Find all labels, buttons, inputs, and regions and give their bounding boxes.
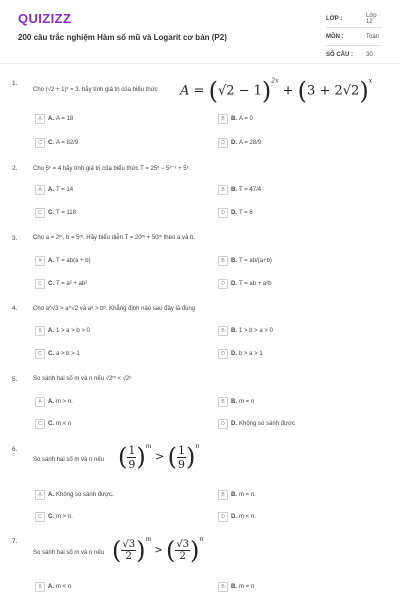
option-letter: B [218,256,228,266]
question-number: 3. [12,235,18,242]
option-label: A. [48,328,54,334]
option-label: D. [231,421,237,427]
option-text: A = 0 [239,116,253,122]
option-letter: D [218,349,228,359]
option-text: T = ab + a²b [239,281,272,287]
option-letter: D [218,138,228,148]
option-text: T = 6 [239,210,253,216]
option-label: D. [231,514,237,520]
option-b[interactable] [218,114,253,124]
meta-value: Toán [366,33,380,40]
option-text: Không so sánh được [239,421,295,427]
question-number: 7. [12,538,18,545]
meta-key: SỐ CÂU : [326,51,353,58]
meta-row-count [326,46,382,64]
option-text: m = n [239,584,255,590]
option-text: m > n. [56,399,73,405]
question-text: Cho a = 2ᵐ, b = 5ᵐ. Hãy biểu diễn T = 20ᵐ + 50ᵐ theo a và b. [33,235,195,241]
option-d[interactable] [218,208,253,218]
option-label: D. [231,140,237,146]
option-b[interactable] [218,490,256,500]
option-letter: C [35,138,45,148]
option-letter: B [218,326,228,336]
question-text: Cho a^√3 > a^√2 và aᵃ > bᵇ. Khẳng định nào sau đây là đúng [33,306,196,312]
option-letter: A [35,397,45,407]
option-b[interactable] [218,582,254,592]
option-c[interactable] [35,208,76,218]
option-text: 1 > a > b > 0 [56,328,90,334]
option-label: A. [48,258,54,264]
question-text: So sánh hai số m và n nếu [33,457,105,463]
option-letter: B [218,185,228,195]
meta-table [326,10,382,64]
option-label: C. [48,421,54,427]
option-d[interactable] [218,419,295,429]
option-b[interactable] [218,326,273,336]
option-letter: A [35,326,45,336]
option-a[interactable] [35,490,114,500]
option-label: B. [231,492,237,498]
meta-key: LỚP : [326,15,343,22]
meta-row-class [326,10,382,28]
option-d[interactable] [218,138,261,148]
option-text: m = n [239,399,255,405]
option-text: b > a > 1 [239,351,263,357]
quizizz-logo: QUIZIZZ [18,11,72,26]
option-letter: D [218,419,228,429]
option-label: A. [48,116,54,122]
option-text: m > n. [56,514,73,520]
question-text: So sánh hai số m và n nếu [33,550,105,556]
option-text: a > b > 1 [56,351,80,357]
option-c[interactable] [35,138,78,148]
document-title: 200 câu trắc nghiệm Hàm số mũ và Logarit cơ bản (P2) [18,33,227,42]
option-c[interactable] [35,349,80,359]
option-a[interactable] [35,326,90,336]
option-letter: C [35,512,45,522]
option-label: A. [48,584,54,590]
option-label: C. [48,514,54,520]
option-text: T = ab(a + b) [56,258,91,264]
meta-value: Lớp 12 [366,12,377,25]
question-formula: $A = (√2 - 1)^{2x} + (3 + 2√2)^x$ [180,77,373,105]
option-label: D. [231,281,237,287]
question-number: 4. [12,305,18,312]
option-a[interactable] [35,114,73,124]
option-letter: B [218,490,228,500]
question-formula: ( $\frac{√3}{2}$ )$^m$ > ( $\frac{√3}{2}$ )$^n$ [112,536,204,565]
option-label: C. [48,281,54,287]
question-number: 5. [12,376,18,383]
option-letter: B [218,114,228,124]
option-label: D. [231,210,237,216]
option-text: A = 82/9 [56,140,79,146]
option-letter: A [35,185,45,195]
option-a[interactable] [35,185,73,195]
option-letter: A [35,114,45,124]
option-text: T = ab/(a+b) [239,258,272,264]
option-text: T = 47/4 [239,187,262,193]
option-label: B. [231,328,237,334]
option-c[interactable] [35,419,71,429]
question-number: 6. [12,446,18,453]
option-text: m < n [56,421,72,427]
option-text: T = 14 [56,187,74,193]
option-c[interactable] [35,279,87,289]
option-label: A. [48,492,54,498]
question-text: Cho 5ˣ = 4 hãy tính giá trị của biểu thức T = 25ˣ − 5²⁻ˣ + 5ˣ [33,166,189,172]
meta-value: 30 [366,51,373,58]
option-text: T = 118 [56,210,76,216]
option-label: C. [48,140,54,146]
option-letter: B [218,397,228,407]
option-a[interactable] [35,256,91,266]
option-text: T = a² + ab² [56,281,88,287]
question-number: 1. [12,80,18,87]
question-formula: ( $\frac{1}{9}$ )$^m$ > ( $\frac{1}{9}$ )$^n$ [118,443,200,471]
option-text: m < n [56,584,72,590]
option-letter: D [218,279,228,289]
option-text: 1 > b > a > 0 [239,328,273,334]
option-text: m = n. [239,492,256,498]
option-b[interactable] [218,256,272,266]
option-letter: D [218,208,228,218]
option-a[interactable] [35,582,71,592]
option-label: B. [231,187,237,193]
option-label: C. [48,351,54,357]
option-letter: B [218,582,228,592]
option-letter: D [218,512,228,522]
option-label: D. [231,351,237,357]
option-letter: C [35,419,45,429]
option-d[interactable] [218,512,256,522]
option-c[interactable] [35,512,73,522]
option-d[interactable] [218,349,263,359]
option-letter: A [35,490,45,500]
option-letter: A [35,256,45,266]
option-letter: C [35,279,45,289]
option-text: A = 18 [56,116,74,122]
option-label: C. [48,210,54,216]
question-text: So sánh hai số m và n nếu √2ᵐ < √2ⁿ [33,376,132,382]
option-b[interactable] [218,185,261,195]
option-letter: C [35,349,45,359]
option-label: B. [231,399,237,405]
option-label: A. [48,187,54,193]
meta-row-subject [326,28,382,46]
option-text: Không so sánh được. [56,492,114,498]
option-letter: C [35,208,45,218]
option-label: B. [231,116,237,122]
option-letter: A [35,582,45,592]
option-label: B. [231,584,237,590]
question-number: 2. [12,165,18,172]
option-text: A = 28/9 [239,140,262,146]
option-label: A. [48,399,54,405]
header-divider [0,63,400,64]
meta-key: MÔN : [326,33,344,40]
option-label: B. [231,258,237,264]
option-text: m < n. [239,514,256,520]
question-text: Cho (√2 + 1)ˣ = 3. hãy tính giá trị của biểu thức [33,87,158,93]
option-b[interactable] [218,397,254,407]
option-a[interactable] [35,397,73,407]
option-d[interactable] [218,279,272,289]
